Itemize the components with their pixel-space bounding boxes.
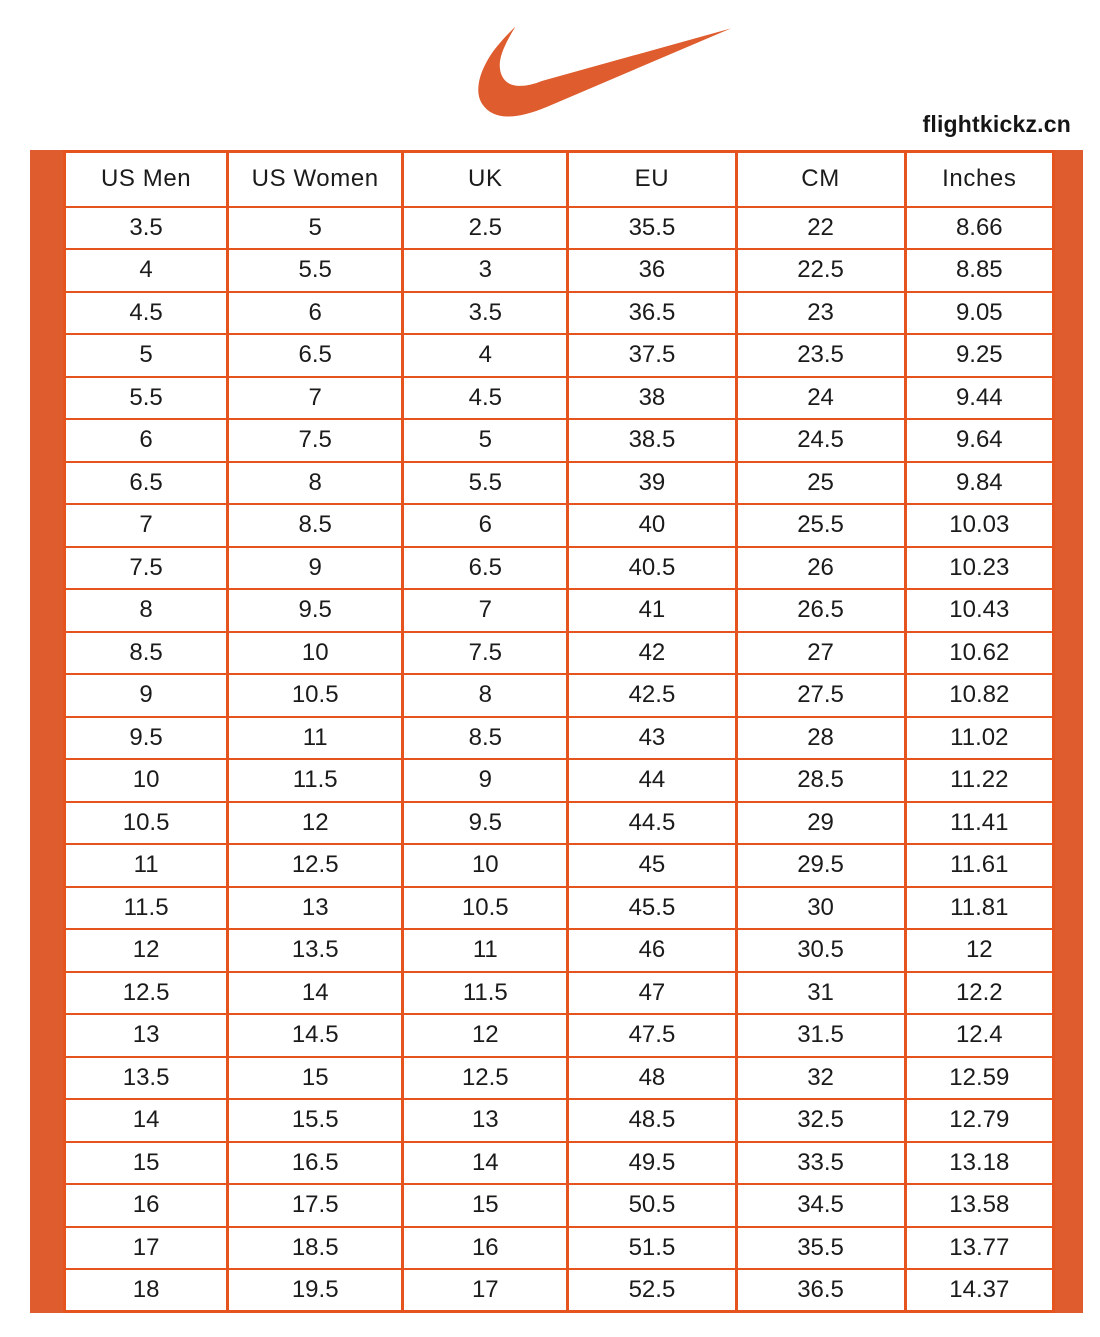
table-cell: 42 xyxy=(568,632,736,675)
table-cell: 30 xyxy=(736,887,905,930)
table-cell: 30.5 xyxy=(736,929,905,972)
table-cell: 9.44 xyxy=(905,377,1053,420)
page-header xyxy=(0,0,1100,150)
table-cell: 45 xyxy=(568,844,736,887)
table-cell: 9.05 xyxy=(905,292,1053,335)
table-row xyxy=(65,802,1054,845)
table-cell: 9.64 xyxy=(905,419,1053,462)
table-cell: 40 xyxy=(568,504,736,547)
table-row xyxy=(65,419,1054,462)
table-cell: 31.5 xyxy=(736,1014,905,1057)
table-cell: 3.5 xyxy=(65,207,228,250)
table-cell: 7.5 xyxy=(403,632,568,675)
table-cell: 6.5 xyxy=(403,547,568,590)
table-cell: 38.5 xyxy=(568,419,736,462)
table-cell: 12.4 xyxy=(905,1014,1053,1057)
table-cell: 39 xyxy=(568,462,736,505)
table-cell: 48 xyxy=(568,1057,736,1100)
table-cell: 40.5 xyxy=(568,547,736,590)
column-header: US Women xyxy=(228,152,403,207)
table-cell: 12.5 xyxy=(65,972,228,1015)
table-cell: 12.79 xyxy=(905,1099,1053,1142)
table-cell: 8.5 xyxy=(403,717,568,760)
table-row xyxy=(65,207,1054,250)
watermark-text: flightkickz.cn xyxy=(922,111,1071,137)
table-cell: 6.5 xyxy=(65,462,228,505)
table-cell: 10 xyxy=(228,632,403,675)
table-row xyxy=(65,887,1054,930)
table-cell: 13 xyxy=(228,887,403,930)
table-cell: 24.5 xyxy=(736,419,905,462)
table-cell: 11.61 xyxy=(905,844,1053,887)
table-cell: 11.5 xyxy=(403,972,568,1015)
table-cell: 49.5 xyxy=(568,1142,736,1185)
right-accent-bar xyxy=(1055,150,1083,1313)
table-cell: 52.5 xyxy=(568,1269,736,1312)
table-cell: 10.5 xyxy=(403,887,568,930)
table-cell: 27.5 xyxy=(736,674,905,717)
table-cell: 9 xyxy=(228,547,403,590)
table-cell: 5.5 xyxy=(65,377,228,420)
table-cell: 15.5 xyxy=(228,1099,403,1142)
table-cell: 10.62 xyxy=(905,632,1053,675)
table-cell: 26 xyxy=(736,547,905,590)
table-cell: 14 xyxy=(403,1142,568,1185)
table-cell: 19.5 xyxy=(228,1269,403,1312)
table-cell: 4.5 xyxy=(65,292,228,335)
table-cell: 7 xyxy=(403,589,568,632)
table-cell: 11.41 xyxy=(905,802,1053,845)
table-cell: 14 xyxy=(65,1099,228,1142)
table-row xyxy=(65,1269,1054,1312)
table-cell: 12 xyxy=(905,929,1053,972)
table-cell: 13.5 xyxy=(228,929,403,972)
table-cell: 13.77 xyxy=(905,1227,1053,1270)
table-row xyxy=(65,972,1054,1015)
table-cell: 8 xyxy=(65,589,228,632)
table-cell: 11.22 xyxy=(905,759,1053,802)
table-row xyxy=(65,377,1054,420)
table-row xyxy=(65,1142,1054,1185)
table-cell: 5 xyxy=(403,419,568,462)
table-cell: 51.5 xyxy=(568,1227,736,1270)
table-cell: 17 xyxy=(65,1227,228,1270)
table-cell: 14.37 xyxy=(905,1269,1053,1312)
table-cell: 9.84 xyxy=(905,462,1053,505)
table-row xyxy=(65,1014,1054,1057)
table-cell: 9 xyxy=(403,759,568,802)
table-row xyxy=(65,717,1054,760)
table-cell: 11 xyxy=(403,929,568,972)
table-cell: 11 xyxy=(228,717,403,760)
table-cell: 34.5 xyxy=(736,1184,905,1227)
table-cell: 26.5 xyxy=(736,589,905,632)
table-cell: 8.85 xyxy=(905,249,1053,292)
table-cell: 25.5 xyxy=(736,504,905,547)
table-cell: 10.03 xyxy=(905,504,1053,547)
table-cell: 13.18 xyxy=(905,1142,1053,1185)
table-cell: 28 xyxy=(736,717,905,760)
table-row xyxy=(65,504,1054,547)
table-cell: 4.5 xyxy=(403,377,568,420)
table-cell: 12 xyxy=(228,802,403,845)
table-cell: 15 xyxy=(228,1057,403,1100)
table-cell: 18.5 xyxy=(228,1227,403,1270)
table-cell: 14.5 xyxy=(228,1014,403,1057)
table-cell: 18 xyxy=(65,1269,228,1312)
table-cell: 7.5 xyxy=(65,547,228,590)
table-cell: 22.5 xyxy=(736,249,905,292)
table-cell: 13.5 xyxy=(65,1057,228,1100)
table-cell: 44.5 xyxy=(568,802,736,845)
table-cell: 24 xyxy=(736,377,905,420)
table-row xyxy=(65,249,1054,292)
table-row xyxy=(65,1227,1054,1270)
table-cell: 6 xyxy=(403,504,568,547)
table-cell: 13.58 xyxy=(905,1184,1053,1227)
table-cell: 47.5 xyxy=(568,1014,736,1057)
table-cell: 15 xyxy=(65,1142,228,1185)
left-accent-bar xyxy=(30,150,63,1313)
table-cell: 35.5 xyxy=(736,1227,905,1270)
table-cell: 10.5 xyxy=(228,674,403,717)
table-cell: 4 xyxy=(403,334,568,377)
column-header: UK xyxy=(403,152,568,207)
table-cell: 11.81 xyxy=(905,887,1053,930)
table-row xyxy=(65,1057,1054,1100)
table-cell: 11.5 xyxy=(228,759,403,802)
table-cell: 41 xyxy=(568,589,736,632)
table-cell: 9.25 xyxy=(905,334,1053,377)
table-cell: 11 xyxy=(65,844,228,887)
table-cell: 5 xyxy=(228,207,403,250)
table-cell: 36.5 xyxy=(736,1269,905,1312)
table-row xyxy=(65,844,1054,887)
table-cell: 32.5 xyxy=(736,1099,905,1142)
table-cell: 15 xyxy=(403,1184,568,1227)
table-cell: 10.82 xyxy=(905,674,1053,717)
table-cell: 10.5 xyxy=(65,802,228,845)
column-header: Inches xyxy=(905,152,1053,207)
table-cell: 23.5 xyxy=(736,334,905,377)
header-row xyxy=(65,152,1054,207)
table-cell: 32 xyxy=(736,1057,905,1100)
table-cell: 8 xyxy=(403,674,568,717)
table-cell: 8.5 xyxy=(65,632,228,675)
table-cell: 10 xyxy=(403,844,568,887)
table-cell: 3 xyxy=(403,249,568,292)
table-cell: 12.2 xyxy=(905,972,1053,1015)
table-cell: 33.5 xyxy=(736,1142,905,1185)
table-cell: 12.59 xyxy=(905,1057,1053,1100)
table-cell: 8.66 xyxy=(905,207,1053,250)
table-cell: 5.5 xyxy=(228,249,403,292)
table-cell: 8.5 xyxy=(228,504,403,547)
table-cell: 16.5 xyxy=(228,1142,403,1185)
table-row xyxy=(65,632,1054,675)
table-cell: 8 xyxy=(228,462,403,505)
table-cell: 42.5 xyxy=(568,674,736,717)
table-cell: 48.5 xyxy=(568,1099,736,1142)
column-header: EU xyxy=(568,152,736,207)
column-header: CM xyxy=(736,152,905,207)
table-cell: 4 xyxy=(65,249,228,292)
table-cell: 44 xyxy=(568,759,736,802)
table-cell: 9 xyxy=(65,674,228,717)
table-cell: 9.5 xyxy=(228,589,403,632)
column-header: US Men xyxy=(65,152,228,207)
table-cell: 47 xyxy=(568,972,736,1015)
table-cell: 11.5 xyxy=(65,887,228,930)
table-cell: 12 xyxy=(65,929,228,972)
table-cell: 36.5 xyxy=(568,292,736,335)
table-cell: 12.5 xyxy=(228,844,403,887)
table-cell: 6.5 xyxy=(228,334,403,377)
table-row xyxy=(65,462,1054,505)
size-chart-band xyxy=(30,150,1083,1313)
table-cell: 29 xyxy=(736,802,905,845)
table-row xyxy=(65,334,1054,377)
table-cell: 2.5 xyxy=(403,207,568,250)
table-cell: 46 xyxy=(568,929,736,972)
table-cell: 23 xyxy=(736,292,905,335)
table-row xyxy=(65,929,1054,972)
table-cell: 50.5 xyxy=(568,1184,736,1227)
table-cell: 10.23 xyxy=(905,547,1053,590)
table-cell: 43 xyxy=(568,717,736,760)
table-cell: 25 xyxy=(736,462,905,505)
table-cell: 17 xyxy=(403,1269,568,1312)
table-row xyxy=(65,759,1054,802)
table-cell: 3.5 xyxy=(403,292,568,335)
table-cell: 10.43 xyxy=(905,589,1053,632)
table-cell: 9.5 xyxy=(403,802,568,845)
table-row xyxy=(65,1099,1054,1142)
table-row xyxy=(65,292,1054,335)
table-cell: 5.5 xyxy=(403,462,568,505)
table-cell: 16 xyxy=(403,1227,568,1270)
table-cell: 7 xyxy=(228,377,403,420)
table-cell: 12.5 xyxy=(403,1057,568,1100)
table-cell: 28.5 xyxy=(736,759,905,802)
table-cell: 14 xyxy=(228,972,403,1015)
table-cell: 13 xyxy=(403,1099,568,1142)
table-row xyxy=(65,674,1054,717)
table-cell: 37.5 xyxy=(568,334,736,377)
table-cell: 7 xyxy=(65,504,228,547)
table-cell: 13 xyxy=(65,1014,228,1057)
table-cell: 6 xyxy=(65,419,228,462)
size-chart-table xyxy=(63,150,1055,1313)
table-cell: 16 xyxy=(65,1184,228,1227)
table-row xyxy=(65,1184,1054,1227)
table-row xyxy=(65,589,1054,632)
table-cell: 45.5 xyxy=(568,887,736,930)
table-cell: 31 xyxy=(736,972,905,1015)
table-cell: 29.5 xyxy=(736,844,905,887)
table-cell: 10 xyxy=(65,759,228,802)
table-cell: 11.02 xyxy=(905,717,1053,760)
table-cell: 9.5 xyxy=(65,717,228,760)
table-cell: 7.5 xyxy=(228,419,403,462)
table-cell: 35.5 xyxy=(568,207,736,250)
table-cell: 6 xyxy=(228,292,403,335)
table-cell: 38 xyxy=(568,377,736,420)
table-cell: 22 xyxy=(736,207,905,250)
table-cell: 5 xyxy=(65,334,228,377)
table-cell: 12 xyxy=(403,1014,568,1057)
table-cell: 17.5 xyxy=(228,1184,403,1227)
table-row xyxy=(65,547,1054,590)
nike-swoosh-icon xyxy=(453,27,731,117)
table-cell: 36 xyxy=(568,249,736,292)
table-cell: 27 xyxy=(736,632,905,675)
